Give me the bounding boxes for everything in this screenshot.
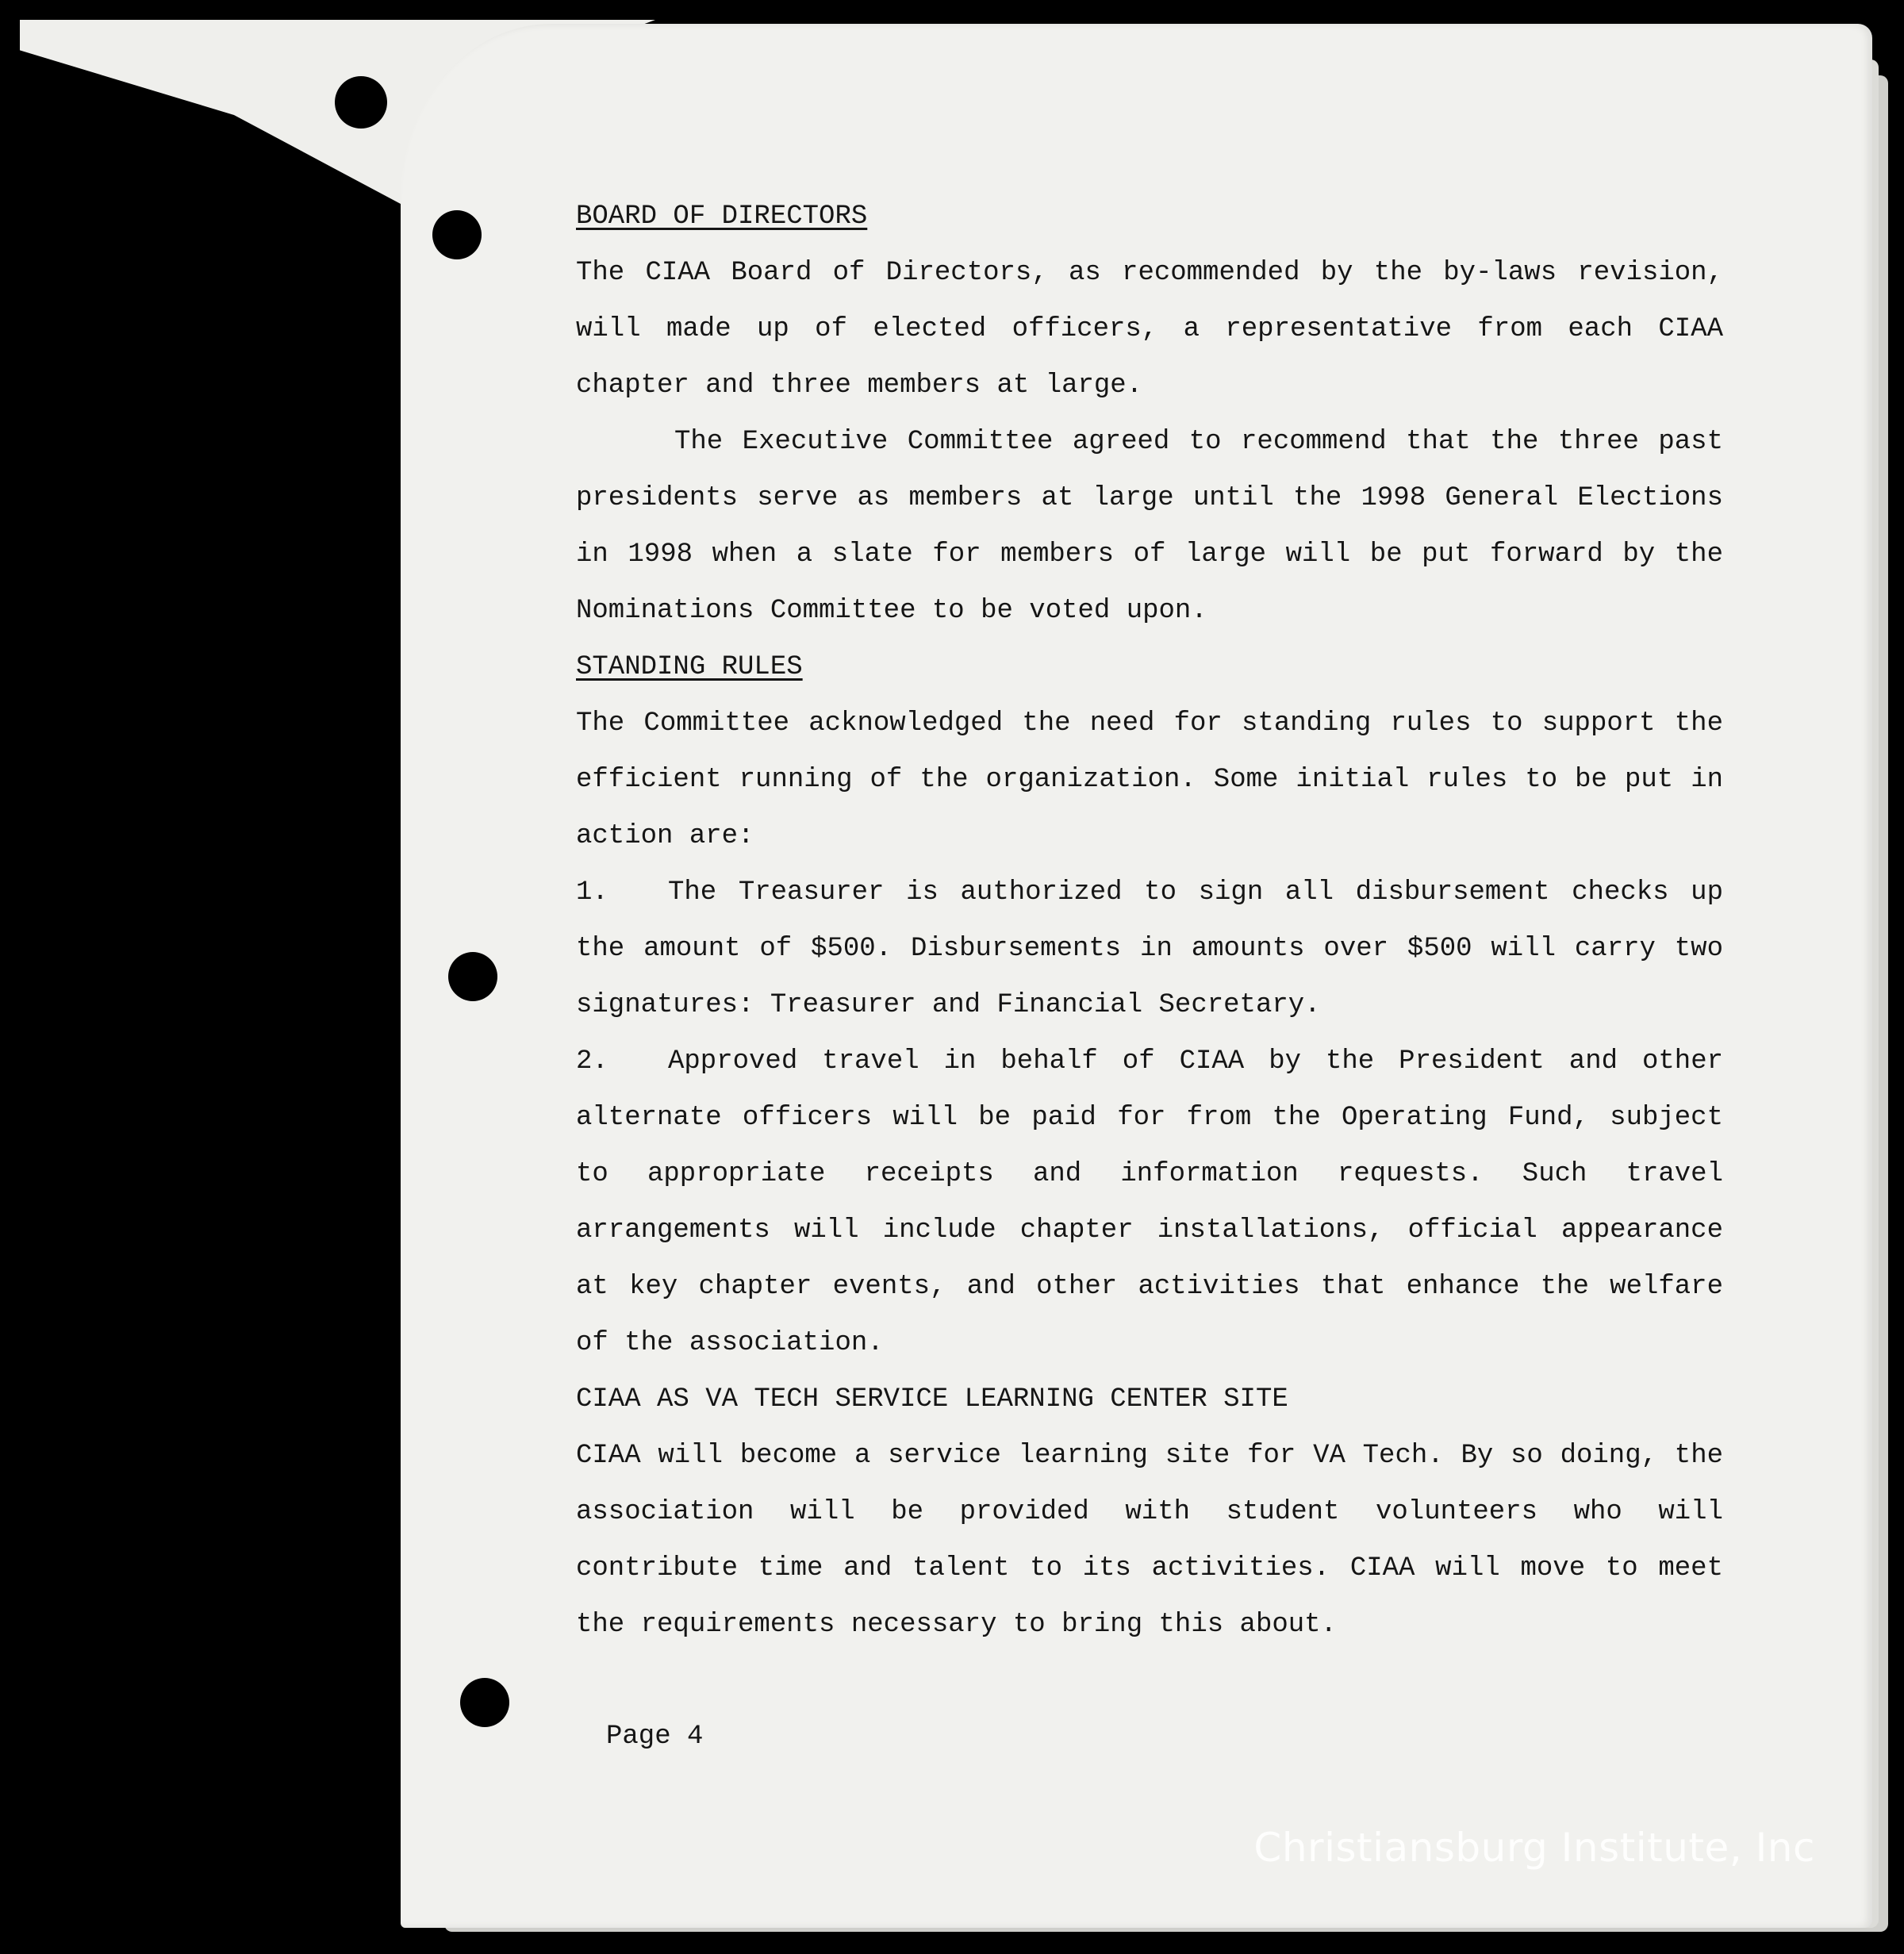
punch-hole bbox=[432, 210, 482, 259]
paragraph: The Committee acknowledged the need for standing rules to support the efficient running of the organization. Some initial rules to be put in action are: bbox=[576, 708, 1723, 851]
list-item-number: 1. bbox=[576, 877, 608, 908]
paragraph: The Executive Committee agreed to recommend that the three past presidents serve as members at large until the 1998 General Elections in 1998 when a slate for members of large will be put forward by the Nominations Committee to be voted upon. bbox=[576, 427, 1723, 626]
punch-hole bbox=[460, 1678, 509, 1727]
list-item bbox=[576, 865, 1723, 1034]
list-item bbox=[576, 1034, 1723, 1372]
document-body bbox=[576, 189, 1723, 1653]
paragraph: The CIAA Board of Directors, as recommended by the by-laws revision, will made up of elected officers, a representative from each CIAA chapter and three members at large. bbox=[576, 258, 1723, 401]
section-heading-standing-rules: STANDING RULES bbox=[576, 652, 803, 682]
list-item-text: Approved travel in behalf of CIAA by the President and other alternate officers will be paid for from the Operating Fund, subject to appropriate receipts and information requests. Such travel arrangements will include chapter installations, official appearance at key chapter events, and other activities that enhance the welfare of the association. bbox=[576, 1046, 1723, 1358]
list-item-text: The Treasurer is authorized to sign all disbursement checks up the amount of $500. Disbursements in amounts over $500 will carry two signatures: Treasurer and Financial Secretary. bbox=[576, 877, 1723, 1020]
section-heading-service-learning: CIAA AS VA TECH SERVICE LEARNING CENTER SITE bbox=[576, 1384, 1288, 1415]
section-heading-board: BOARD OF DIRECTORS bbox=[576, 202, 868, 232]
punch-hole bbox=[335, 76, 387, 129]
watermark: Christiansburg Institute, Inc bbox=[1253, 1825, 1815, 1871]
paragraph: CIAA will become a service learning site for VA Tech. By so doing, the association will be provided with student volunteers who will contribute time and talent to its activities. CIAA will move to meet the requirements necessary to bring this about. bbox=[576, 1441, 1723, 1640]
page-number: Page 4 bbox=[606, 1722, 704, 1752]
punch-hole bbox=[448, 952, 497, 1001]
list-item-number: 2. bbox=[576, 1046, 608, 1077]
